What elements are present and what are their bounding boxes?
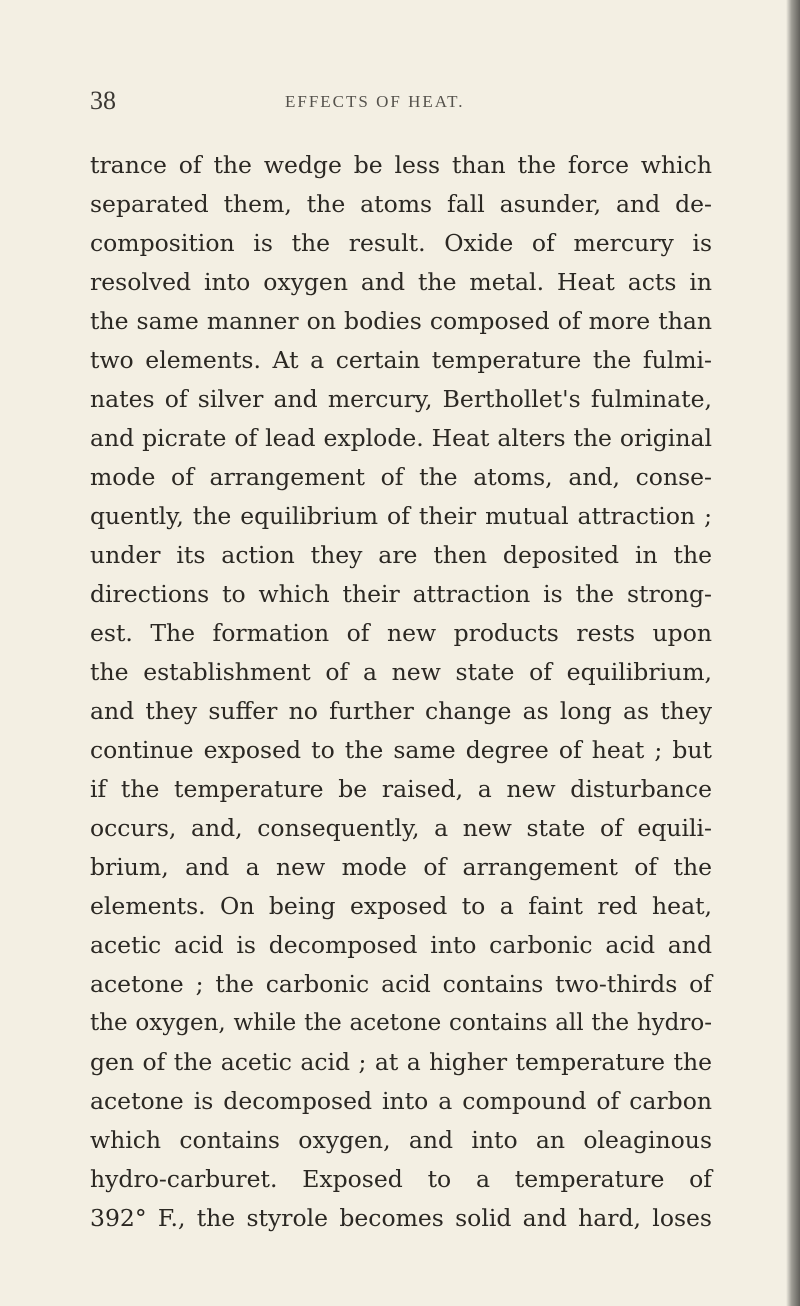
text-line: if the temperature be raised, a new disturbance	[90, 775, 712, 803]
text-line: the same manner on bodies composed of more than	[90, 307, 712, 335]
text-line: acetic acid is decomposed into carbonic acid and	[90, 931, 712, 959]
text-line: 392° F., the styrole becomes solid and hard, loses	[90, 1204, 712, 1232]
text-line: brium, and a new mode of arrangement of the	[90, 853, 712, 881]
page-number: 38	[90, 86, 116, 115]
text-line: nates of silver and mercury, Berthollet's fulminate,	[90, 385, 712, 413]
text-line: and picrate of lead explode. Heat alters the original	[90, 424, 712, 452]
text-line: composition is the result. Oxide of mercury is	[90, 229, 712, 257]
body-text	[90, 146, 712, 1238]
text-line: est. The formation of new products rests upon	[90, 619, 712, 647]
text-line: elements. On being exposed to a faint red heat,	[90, 892, 712, 920]
text-line: occurs, and, consequently, a new state of equili-	[90, 814, 712, 842]
page-edge-shadow	[786, 0, 800, 1306]
text-line: two elements. At a certain temperature the fulmi-	[90, 346, 712, 374]
text-line: acetone ; the carbonic acid contains two-thirds of	[90, 970, 712, 998]
text-line: resolved into oxygen and the metal. Heat acts in	[90, 268, 712, 296]
text-line: continue exposed to the same degree of heat ; but	[90, 736, 712, 764]
text-line: hydro-carburet. Exposed to a temperature of	[90, 1165, 712, 1193]
running-head	[90, 86, 710, 118]
text-line: directions to which their attraction is the strong-	[90, 580, 712, 608]
text-line: mode of arrangement of the atoms, and, conse-	[90, 463, 712, 491]
text-line: under its action they are then deposited in the	[90, 541, 712, 569]
text-line: the establishment of a new state of equilibrium,	[90, 658, 712, 686]
text-line: trance of the wedge be less than the force which	[90, 151, 712, 179]
text-line: separated them, the atoms fall asunder, and de-	[90, 190, 712, 218]
text-line: quently, the equilibrium of their mutual attraction ;	[90, 502, 712, 530]
text-line: which contains oxygen, and into an oleaginous	[90, 1126, 712, 1154]
text-line: the oxygen, while the acetone contains all the hydro-	[90, 1010, 712, 1036]
text-line: gen of the acetic acid ; at a higher temperature the	[90, 1048, 712, 1076]
text-line: and they suffer no further change as long as they	[90, 697, 712, 725]
text-line: acetone is decomposed into a compound of carbon	[90, 1087, 712, 1115]
running-title: EFFECTS OF HEAT.	[285, 92, 465, 111]
